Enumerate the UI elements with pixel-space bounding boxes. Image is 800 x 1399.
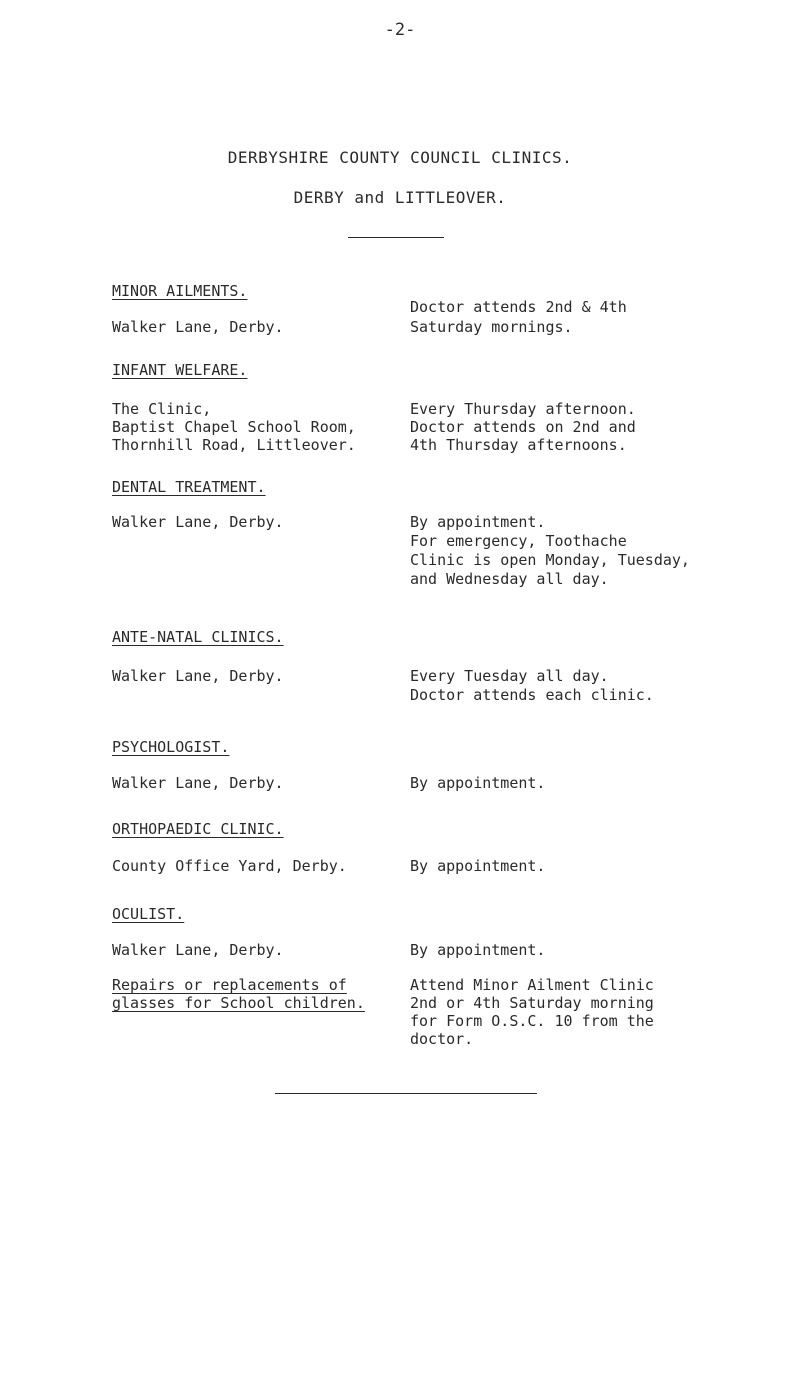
document-title: DERBYSHIRE COUNTY COUNCIL CLINICS. bbox=[227, 148, 573, 167]
minor-ailments-detail: Saturday mornings. bbox=[410, 318, 573, 336]
ante-natal-location: Walker Lane, Derby. bbox=[112, 667, 284, 685]
section-heading-ante-natal: ANTE-NATAL CLINICS. bbox=[112, 628, 284, 646]
orthopaedic-detail: By appointment. bbox=[410, 857, 546, 875]
oculist-repairs-detail: doctor. bbox=[410, 1030, 474, 1048]
dental-treatment-detail: Clinic is open Monday, Tuesday, bbox=[410, 551, 690, 569]
infant-welfare-location: The Clinic, bbox=[112, 400, 212, 418]
section-heading-infant-welfare: INFANT WELFARE. bbox=[112, 361, 248, 379]
closing-divider bbox=[275, 1093, 537, 1094]
infant-welfare-location: Baptist Chapel School Room, bbox=[112, 418, 356, 436]
oculist-repairs-detail: for Form O.S.C. 10 from the bbox=[410, 1012, 654, 1030]
infant-welfare-location: Thornhill Road, Littleover. bbox=[112, 436, 356, 454]
page-number: -2- bbox=[384, 20, 416, 40]
title-divider bbox=[348, 237, 444, 238]
section-heading-orthopaedic: ORTHOPAEDIC CLINIC. bbox=[112, 820, 284, 838]
oculist-repairs-heading: Repairs or replacements of bbox=[112, 976, 347, 994]
minor-ailments-detail: Doctor attends 2nd & 4th bbox=[410, 298, 627, 316]
oculist-repairs-detail: 2nd or 4th Saturday morning bbox=[410, 994, 654, 1012]
dental-treatment-detail: and Wednesday all day. bbox=[410, 570, 609, 588]
ante-natal-detail: Doctor attends each clinic. bbox=[410, 686, 654, 704]
ante-natal-detail: Every Tuesday all day. bbox=[410, 667, 609, 685]
section-heading-dental-treatment: DENTAL TREATMENT. bbox=[112, 478, 266, 496]
dental-treatment-detail: By appointment. bbox=[410, 513, 546, 531]
oculist-location: Walker Lane, Derby. bbox=[112, 941, 284, 959]
section-heading-oculist: OCULIST. bbox=[112, 905, 185, 923]
infant-welfare-detail: 4th Thursday afternoons. bbox=[410, 436, 627, 454]
section-heading-minor-ailments: MINOR AILMENTS. bbox=[112, 282, 248, 300]
minor-ailments-location: Walker Lane, Derby. bbox=[112, 318, 284, 336]
dental-treatment-detail: For emergency, Toothache bbox=[410, 532, 627, 550]
infant-welfare-detail: Doctor attends on 2nd and bbox=[410, 418, 636, 436]
oculist-detail: By appointment. bbox=[410, 941, 546, 959]
oculist-repairs-heading: glasses for School children. bbox=[112, 994, 365, 1012]
oculist-repairs-detail: Attend Minor Ailment Clinic bbox=[410, 976, 654, 994]
infant-welfare-detail: Every Thursday afternoon. bbox=[410, 400, 636, 418]
orthopaedic-location: County Office Yard, Derby. bbox=[112, 857, 347, 875]
document-subtitle: DERBY and LITTLEOVER. bbox=[293, 188, 507, 207]
section-heading-psychologist: PSYCHOLOGIST. bbox=[112, 738, 230, 756]
psychologist-detail: By appointment. bbox=[410, 774, 546, 792]
dental-treatment-location: Walker Lane, Derby. bbox=[112, 513, 284, 531]
psychologist-location: Walker Lane, Derby. bbox=[112, 774, 284, 792]
